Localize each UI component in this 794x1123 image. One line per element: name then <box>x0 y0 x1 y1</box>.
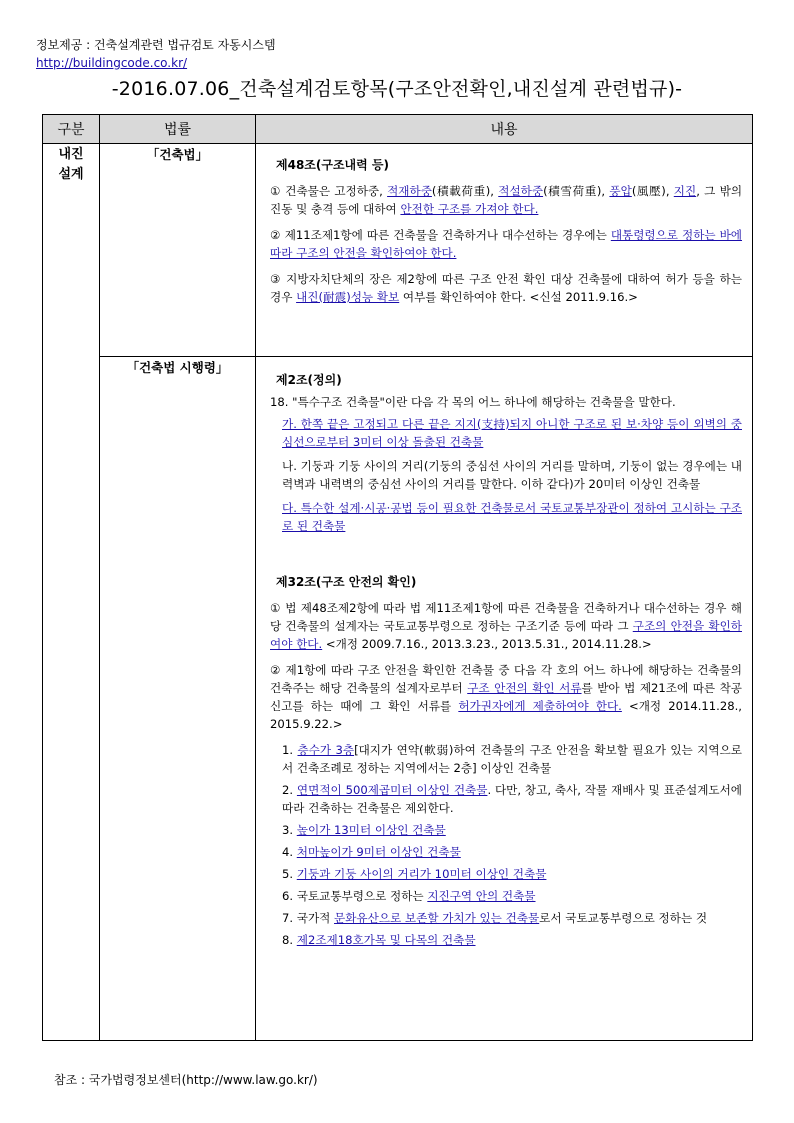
law-link[interactable]: 문화유산으로 보존할 가치가 있는 건축물 <box>334 911 540 925</box>
list-item <box>282 931 742 949</box>
footer-reference: 참조 : 국가법령정보센터(http://www.law.go.kr/) <box>54 1073 318 1087</box>
law-link[interactable]: 내진(耐震)성능 확보 <box>296 290 400 304</box>
gubun-cell: 내진 설계 <box>43 144 100 1041</box>
law-link[interactable]: 연면적이 500제곱미터 이상인 건축물 <box>296 783 488 797</box>
law-link[interactable]: 구조 안전의 확인 서류 <box>467 681 582 695</box>
law-link[interactable]: 안전한 구조를 가져야 한다. <box>400 202 539 216</box>
text: 7. 국가적 <box>282 911 335 925</box>
text: 6. 국토교통부령으로 정하는 <box>282 889 428 903</box>
content-cell-enforcement-decree <box>256 357 753 1041</box>
law-link[interactable]: 지진구역 안의 건축물 <box>427 889 536 903</box>
law-cell-building-act: 「건축법」 <box>100 144 256 357</box>
law-link[interactable]: 적설하중 <box>498 184 544 198</box>
list-item <box>282 843 742 861</box>
text: (風壓), <box>631 184 674 198</box>
text: <개정 2009.7.16., 2013.3.23., 2013.5.31., 2014.11.28.> <box>322 637 652 651</box>
law-link[interactable]: 허가권자에게 제출하여야 한다. <box>458 699 622 713</box>
text: [대지가 연약(軟弱)하여 건축물의 구조 안전을 확보할 필요가 있는 지역으로서 건축조례로 정하는 지역에서는 2층] 이상인 건축물 <box>282 743 742 775</box>
paragraph <box>270 182 742 218</box>
text: ② 제1항에 따라 구조 안전을 확인한 건축물 중 다음 각 호의 어느 하나에 해당하는 건축물의 건축주는 해당 건축물의 설계자로부터 <box>270 663 742 695</box>
law-link[interactable]: 높이가 13미터 이상인 건축물 <box>296 823 446 837</box>
table-row <box>43 144 753 357</box>
list-item <box>282 741 742 777</box>
text: 1. <box>282 743 298 757</box>
law-link[interactable]: 층수가 3층 <box>297 743 355 757</box>
text: ② 제11조제1항에 따른 건축물을 건축하거나 대수선하는 경우에는 <box>270 228 611 242</box>
col-header-content: 내용 <box>256 115 753 144</box>
col-header-law: 법률 <box>100 115 256 144</box>
header-url-link[interactable]: http://buildingcode.co.kr/ <box>36 56 188 70</box>
paragraph <box>270 226 742 262</box>
law-link[interactable]: 제2조제18호가목 및 다목의 건축물 <box>296 933 476 947</box>
text: . 다만, 창고, 축사, 작물 재배사 및 표준설계도서에 따라 건축하는 건축물은 제외한다. <box>282 783 742 815</box>
text: <개정 2014.11.28., 2015.9.22.> <box>270 699 742 731</box>
list-item <box>282 887 742 905</box>
text: (積載荷重), <box>431 184 499 198</box>
text: 4. <box>282 845 297 859</box>
col-header-gubun: 구분 <box>43 115 100 144</box>
law-link[interactable]: 다. 특수한 설계·시공·공법 등이 필요한 건축물로서 국토교통부장관이 정하여 고시하는 구조로 된 건축물 <box>282 501 742 533</box>
law-link[interactable]: 구조의 안전을 확인하여야 한다. <box>270 619 742 651</box>
text: 8. <box>282 933 297 947</box>
text: ① 법 제48조제2항에 따라 법 제11조제1항에 따른 건축물을 건축하거나 대수선하는 경우 해당 건축물의 설계자는 국토교통부령으로 정하는 구조기준 등에 따라 그 <box>270 601 742 633</box>
law-cell-enforcement-decree: 「건축법 시행령」 <box>100 357 256 1041</box>
law-link[interactable]: 기둥과 기둥 사이의 거리가 10미터 이상인 건축물 <box>296 867 547 881</box>
law-link[interactable]: 대통령령으로 정하는 바에 따라 구조의 안전을 확인하여야 한다. <box>270 228 743 260</box>
list-item <box>282 865 742 883</box>
text: ① 건축물은 고정하중, <box>270 184 388 198</box>
table-header-row <box>43 115 753 144</box>
article-heading: 제32조(구조 안전의 확인) <box>276 575 417 589</box>
list-item <box>282 781 742 817</box>
page-title: -2016.07.06_건축설계검토항목(구조안전확인,내진설계 관련법규)- <box>111 78 683 100</box>
paragraph: 18. "특수구조 건축물"이란 다음 각 목의 어느 하나에 해당하는 건축물을 말한다. <box>270 395 676 409</box>
content-cell-building-act <box>256 144 753 357</box>
text: 3. <box>282 823 297 837</box>
law-table <box>42 114 753 1041</box>
text: 로서 국토교통부령으로 정하는 것 <box>539 911 708 925</box>
law-link[interactable]: 가. 한쪽 끝은 고정되고 다른 끝은 지지(支持)되지 아니한 구조로 된 보·차양 등이 외벽의 중심선으로부터 3미터 이상 돌출된 건축물 <box>282 417 742 449</box>
law-link[interactable]: 처마높이가 9미터 이상인 건축물 <box>296 845 461 859</box>
article-heading: 제48조(구조내력 등) <box>276 158 389 172</box>
list-item <box>282 909 742 927</box>
header-info: 정보제공 : 건축설계관련 법규검토 자동시스템 <box>36 38 276 52</box>
text: 5. <box>282 867 297 881</box>
paragraph <box>270 661 742 733</box>
text: ③ 지방자치단체의 장은 제2항에 따른 구조 안전 확인 대상 건축물에 대하여 허가 등을 하는 경우 <box>270 272 742 304</box>
spacer <box>270 541 742 565</box>
law-link[interactable]: 적재하중 <box>387 184 432 198</box>
text: 를 받아 법 제21조에 따른 착공신고를 하는 때에 그 확인 서류를 <box>270 681 742 713</box>
list-item <box>282 821 742 839</box>
paragraph: 나. 기둥과 기둥 사이의 거리(기둥의 중심선 사이의 거리를 말하며, 기둥이 없는 경우에는 내력벽과 내력벽의 중심선 사이의 거리를 말한다. 이하 같다)가 20미터 이상인 건축물 <box>282 459 742 491</box>
paragraph <box>270 270 742 306</box>
paragraph <box>270 599 742 653</box>
law-link[interactable]: 지진 <box>673 184 697 198</box>
article-heading: 제2조(정의) <box>276 373 342 387</box>
text: 2. <box>282 783 297 797</box>
table-row <box>43 357 753 1041</box>
law-link[interactable]: 풍압 <box>609 184 632 198</box>
text: 여부를 확인하여야 한다. <신설 2011.9.16.> <box>399 290 638 304</box>
text: (積雪荷重), <box>543 184 610 198</box>
text: , 그 밖의 진동 및 충격 등에 대하여 <box>270 184 743 216</box>
